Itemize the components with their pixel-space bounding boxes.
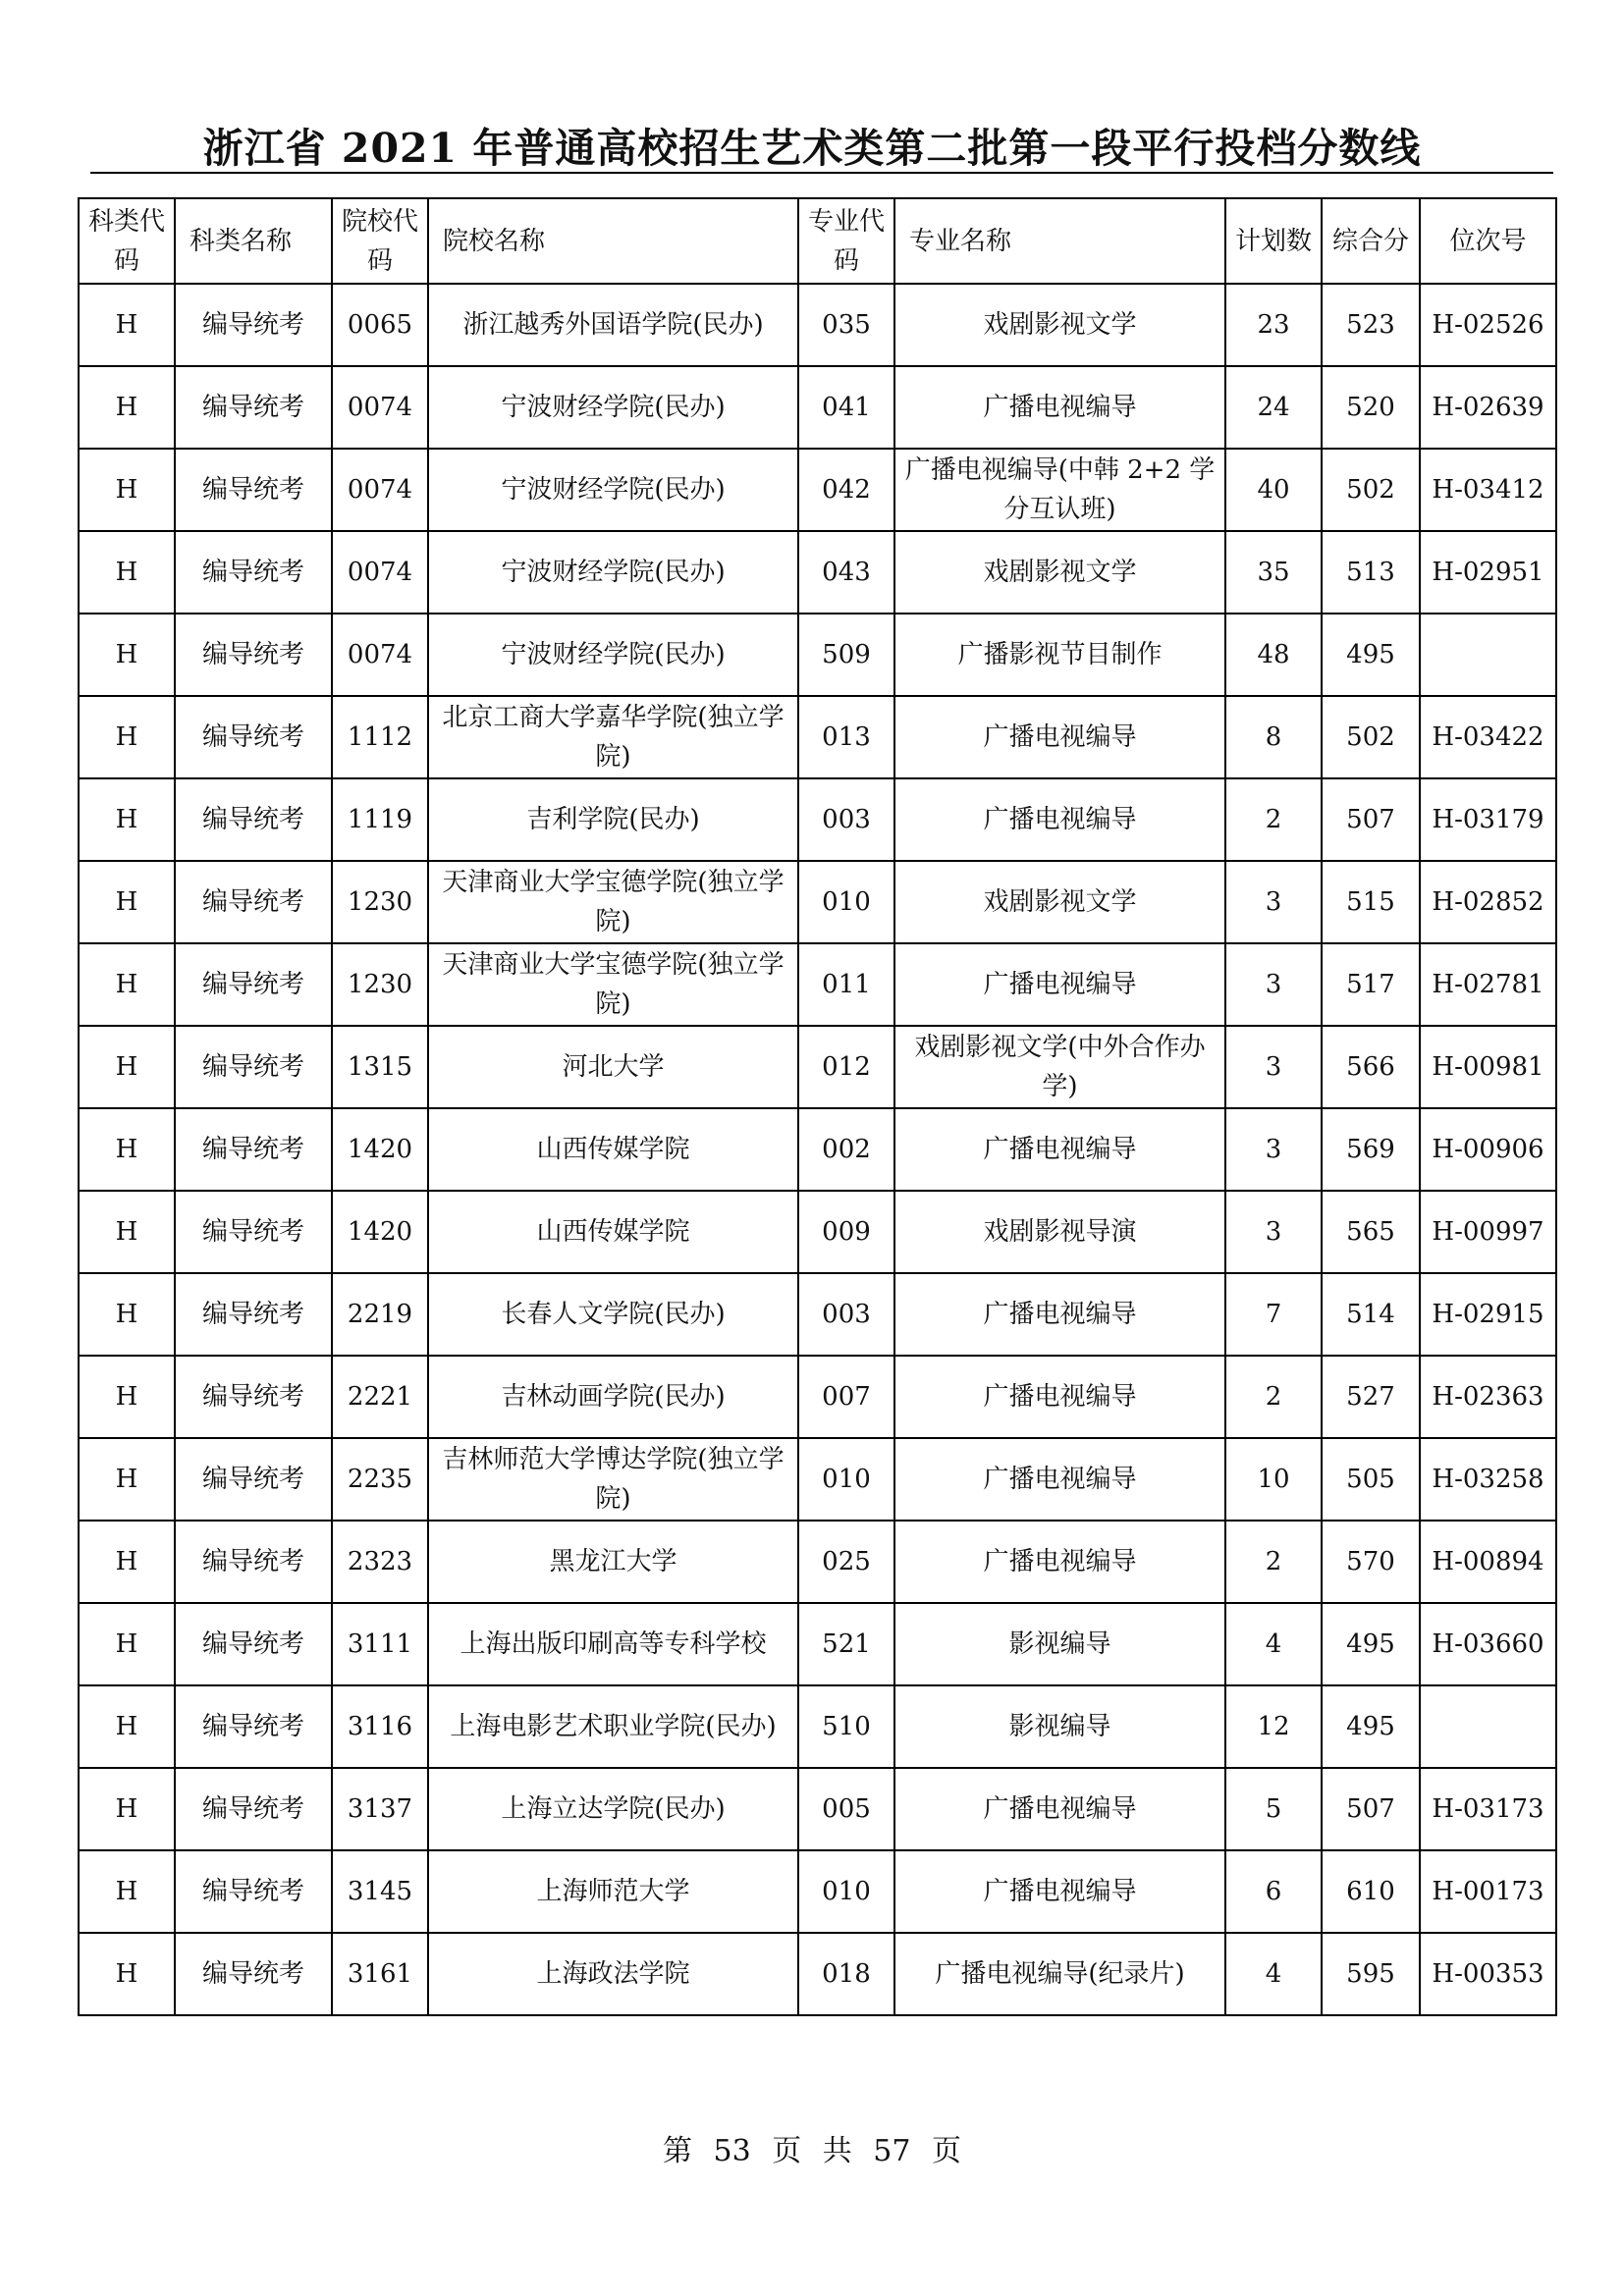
- school-code-cell: 1420: [332, 1191, 428, 1273]
- subject-code-cell: H: [79, 1603, 175, 1685]
- composite-score-cell: 595: [1322, 1933, 1420, 2015]
- plan-count-cell: 2: [1225, 778, 1322, 861]
- major-code-cell: 009: [798, 1191, 894, 1273]
- table-row: [79, 1026, 1556, 1108]
- subject-name-cell: 编导统考: [175, 943, 332, 1026]
- subject-code-cell: H: [79, 1768, 175, 1850]
- composite-score-cell: 570: [1322, 1521, 1420, 1603]
- rank-cell: H-00906: [1420, 1108, 1556, 1191]
- header-subject-code: 科类代码: [79, 198, 175, 284]
- plan-count-cell: 10: [1225, 1438, 1322, 1521]
- rank-cell: H-00353: [1420, 1933, 1556, 2015]
- school-name-cell: 上海政法学院: [428, 1933, 798, 2015]
- table-row: [79, 284, 1556, 366]
- major-code-cell: 510: [798, 1685, 894, 1768]
- rank-cell: H-03412: [1420, 449, 1556, 531]
- rank-cell: H-03422: [1420, 696, 1556, 778]
- composite-score-cell: 515: [1322, 861, 1420, 943]
- table-row: [79, 366, 1556, 449]
- rank-cell: H-02363: [1420, 1356, 1556, 1438]
- subject-name-cell: 编导统考: [175, 531, 332, 614]
- school-code-cell: 0074: [332, 531, 428, 614]
- subject-name-cell: 编导统考: [175, 614, 332, 696]
- composite-score-cell: 523: [1322, 284, 1420, 366]
- plan-count-cell: 23: [1225, 284, 1322, 366]
- subject-code-cell: H: [79, 1521, 175, 1603]
- subject-code-cell: H: [79, 1108, 175, 1191]
- school-name-cell: 天津商业大学宝德学院(独立学院): [428, 943, 798, 1026]
- major-name-cell: 戏剧影视文学: [894, 861, 1225, 943]
- school-code-cell: 1315: [332, 1026, 428, 1108]
- school-code-cell: 0074: [332, 366, 428, 449]
- rank-cell: H-02526: [1420, 284, 1556, 366]
- subject-code-cell: H: [79, 1685, 175, 1768]
- school-code-cell: 1112: [332, 696, 428, 778]
- header-rank: 位次号: [1420, 198, 1556, 284]
- table-row: [79, 943, 1556, 1026]
- rank-cell: H-03660: [1420, 1603, 1556, 1685]
- school-name-cell: 上海师范大学: [428, 1850, 798, 1933]
- rank-cell: H-02951: [1420, 531, 1556, 614]
- school-code-cell: 1119: [332, 778, 428, 861]
- school-code-cell: 1230: [332, 943, 428, 1026]
- major-code-cell: 003: [798, 1273, 894, 1356]
- school-code-cell: 3137: [332, 1768, 428, 1850]
- school-code-cell: 2235: [332, 1438, 428, 1521]
- subject-code-cell: H: [79, 614, 175, 696]
- document-title: 浙江省 2021 年普通高校招生艺术类第二批第一段平行投档分数线: [202, 125, 1422, 172]
- rank-cell: H-03179: [1420, 778, 1556, 861]
- subject-code-cell: H: [79, 449, 175, 531]
- composite-score-cell: 514: [1322, 1273, 1420, 1356]
- school-code-cell: 0074: [332, 614, 428, 696]
- subject-code-cell: H: [79, 1026, 175, 1108]
- school-name-cell: 北京工商大学嘉华学院(独立学院): [428, 696, 798, 778]
- header-major-code: 专业代码: [798, 198, 894, 284]
- school-code-cell: 0074: [332, 449, 428, 531]
- plan-count-cell: 4: [1225, 1603, 1322, 1685]
- title-underline: [90, 172, 1553, 174]
- rank-cell: [1420, 614, 1556, 696]
- subject-name-cell: 编导统考: [175, 1521, 332, 1603]
- major-name-cell: 广播电视编导: [894, 1521, 1225, 1603]
- subject-code-cell: H: [79, 284, 175, 366]
- plan-count-cell: 2: [1225, 1521, 1322, 1603]
- major-code-cell: 013: [798, 696, 894, 778]
- major-code-cell: 010: [798, 1850, 894, 1933]
- page-number: 第 53 页 共 57 页: [662, 2134, 962, 2168]
- major-name-cell: 广播影视节目制作: [894, 614, 1225, 696]
- school-code-cell: 2219: [332, 1273, 428, 1356]
- school-name-cell: 河北大学: [428, 1026, 798, 1108]
- composite-score-cell: 495: [1322, 1685, 1420, 1768]
- school-name-cell: 浙江越秀外国语学院(民办): [428, 284, 798, 366]
- major-code-cell: 010: [798, 861, 894, 943]
- subject-name-cell: 编导统考: [175, 1685, 332, 1768]
- plan-count-cell: 3: [1225, 943, 1322, 1026]
- school-name-cell: 长春人文学院(民办): [428, 1273, 798, 1356]
- composite-score-cell: 507: [1322, 1768, 1420, 1850]
- table-row: [79, 861, 1556, 943]
- composite-score-cell: 610: [1322, 1850, 1420, 1933]
- subject-name-cell: 编导统考: [175, 696, 332, 778]
- school-code-cell: 3111: [332, 1603, 428, 1685]
- header-school-name: 院校名称: [428, 198, 798, 284]
- subject-code-cell: H: [79, 778, 175, 861]
- plan-count-cell: 2: [1225, 1356, 1322, 1438]
- plan-count-cell: 24: [1225, 366, 1322, 449]
- major-name-cell: 戏剧影视文学(中外合作办学): [894, 1026, 1225, 1108]
- composite-score-cell: 505: [1322, 1438, 1420, 1521]
- composite-score-cell: 517: [1322, 943, 1420, 1026]
- subject-name-cell: 编导统考: [175, 1356, 332, 1438]
- major-name-cell: 广播电视编导: [894, 1108, 1225, 1191]
- table-row: [79, 1356, 1556, 1438]
- major-code-cell: 012: [798, 1026, 894, 1108]
- rank-cell: H-02781: [1420, 943, 1556, 1026]
- subject-name-cell: 编导统考: [175, 1273, 332, 1356]
- plan-count-cell: 7: [1225, 1273, 1322, 1356]
- major-name-cell: 戏剧影视文学: [894, 284, 1225, 366]
- plan-count-cell: 4: [1225, 1933, 1322, 2015]
- composite-score-cell: 513: [1322, 531, 1420, 614]
- school-name-cell: 天津商业大学宝德学院(独立学院): [428, 861, 798, 943]
- major-name-cell: 广播电视编导: [894, 696, 1225, 778]
- school-name-cell: 山西传媒学院: [428, 1108, 798, 1191]
- composite-score-cell: 502: [1322, 696, 1420, 778]
- plan-count-cell: 48: [1225, 614, 1322, 696]
- school-code-cell: 3116: [332, 1685, 428, 1768]
- subject-name-cell: 编导统考: [175, 1933, 332, 2015]
- table-row: [79, 778, 1556, 861]
- subject-name-cell: 编导统考: [175, 861, 332, 943]
- rank-cell: H-00981: [1420, 1026, 1556, 1108]
- plan-count-cell: 3: [1225, 1191, 1322, 1273]
- subject-code-cell: H: [79, 1438, 175, 1521]
- school-code-cell: 2221: [332, 1356, 428, 1438]
- table-row: [79, 1191, 1556, 1273]
- major-code-cell: 509: [798, 614, 894, 696]
- composite-score-cell: 569: [1322, 1108, 1420, 1191]
- rank-cell: H-02915: [1420, 1273, 1556, 1356]
- table-row: [79, 1521, 1556, 1603]
- subject-code-cell: H: [79, 1933, 175, 2015]
- major-name-cell: 广播电视编导: [894, 366, 1225, 449]
- admission-score-table: [78, 197, 1557, 2016]
- major-code-cell: 041: [798, 366, 894, 449]
- major-name-cell: 广播电视编导: [894, 1768, 1225, 1850]
- major-name-cell: 广播电视编导: [894, 1356, 1225, 1438]
- composite-score-cell: 507: [1322, 778, 1420, 861]
- rank-cell: H-02852: [1420, 861, 1556, 943]
- rank-cell: H-00997: [1420, 1191, 1556, 1273]
- subject-name-cell: 编导统考: [175, 366, 332, 449]
- school-code-cell: 2323: [332, 1521, 428, 1603]
- major-code-cell: 018: [798, 1933, 894, 2015]
- school-name-cell: 上海电影艺术职业学院(民办): [428, 1685, 798, 1768]
- school-name-cell: 吉利学院(民办): [428, 778, 798, 861]
- table-row: [79, 1685, 1556, 1768]
- subject-code-cell: H: [79, 1850, 175, 1933]
- composite-score-cell: 495: [1322, 614, 1420, 696]
- major-code-cell: 025: [798, 1521, 894, 1603]
- composite-score-cell: 495: [1322, 1603, 1420, 1685]
- subject-code-cell: H: [79, 696, 175, 778]
- plan-count-cell: 3: [1225, 861, 1322, 943]
- subject-code-cell: H: [79, 366, 175, 449]
- subject-code-cell: H: [79, 1191, 175, 1273]
- school-code-cell: 3161: [332, 1933, 428, 2015]
- composite-score-cell: 527: [1322, 1356, 1420, 1438]
- school-name-cell: 上海出版印刷高等专科学校: [428, 1603, 798, 1685]
- composite-score-cell: 565: [1322, 1191, 1420, 1273]
- subject-code-cell: H: [79, 531, 175, 614]
- subject-code-cell: H: [79, 943, 175, 1026]
- major-name-cell: 戏剧影视文学: [894, 531, 1225, 614]
- table-row: [79, 696, 1556, 778]
- major-name-cell: 戏剧影视导演: [894, 1191, 1225, 1273]
- plan-count-cell: 12: [1225, 1685, 1322, 1768]
- school-name-cell: 宁波财经学院(民办): [428, 614, 798, 696]
- plan-count-cell: 3: [1225, 1108, 1322, 1191]
- subject-name-cell: 编导统考: [175, 1850, 332, 1933]
- subject-name-cell: 编导统考: [175, 284, 332, 366]
- header-major-name: 专业名称: [894, 198, 1225, 284]
- table-row: [79, 1273, 1556, 1356]
- table-header-row: [79, 198, 1556, 284]
- school-name-cell: 黑龙江大学: [428, 1521, 798, 1603]
- header-school-code: 院校代码: [332, 198, 428, 284]
- major-code-cell: 035: [798, 284, 894, 366]
- table-row: [79, 1603, 1556, 1685]
- subject-name-cell: 编导统考: [175, 1191, 332, 1273]
- header-plan-count: 计划数: [1225, 198, 1322, 284]
- table-row: [79, 1768, 1556, 1850]
- school-code-cell: 0065: [332, 284, 428, 366]
- major-name-cell: 广播电视编导: [894, 1850, 1225, 1933]
- subject-code-cell: H: [79, 1356, 175, 1438]
- major-code-cell: 002: [798, 1108, 894, 1191]
- rank-cell: H-02639: [1420, 366, 1556, 449]
- major-code-cell: 003: [798, 778, 894, 861]
- major-name-cell: 广播电视编导: [894, 1273, 1225, 1356]
- major-code-cell: 042: [798, 449, 894, 531]
- table-body: [79, 284, 1556, 2015]
- table-row: [79, 1438, 1556, 1521]
- subject-name-cell: 编导统考: [175, 1768, 332, 1850]
- major-name-cell: 广播电视编导(中韩 2+2 学分互认班): [894, 449, 1225, 531]
- school-name-cell: 宁波财经学院(民办): [428, 449, 798, 531]
- major-code-cell: 005: [798, 1768, 894, 1850]
- major-code-cell: 521: [798, 1603, 894, 1685]
- major-code-cell: 011: [798, 943, 894, 1026]
- plan-count-cell: 8: [1225, 696, 1322, 778]
- major-code-cell: 043: [798, 531, 894, 614]
- rank-cell: H-03258: [1420, 1438, 1556, 1521]
- rank-cell: H-00894: [1420, 1521, 1556, 1603]
- subject-name-cell: 编导统考: [175, 1108, 332, 1191]
- school-name-cell: 上海立达学院(民办): [428, 1768, 798, 1850]
- subject-name-cell: 编导统考: [175, 1438, 332, 1521]
- plan-count-cell: 3: [1225, 1026, 1322, 1108]
- subject-code-cell: H: [79, 1273, 175, 1356]
- subject-name-cell: 编导统考: [175, 778, 332, 861]
- school-code-cell: 1420: [332, 1108, 428, 1191]
- composite-score-cell: 520: [1322, 366, 1420, 449]
- school-name-cell: 吉林动画学院(民办): [428, 1356, 798, 1438]
- school-code-cell: 3145: [332, 1850, 428, 1933]
- table-row: [79, 1850, 1556, 1933]
- school-code-cell: 1230: [332, 861, 428, 943]
- table-row: [79, 531, 1556, 614]
- rank-cell: H-00173: [1420, 1850, 1556, 1933]
- school-name-cell: 山西传媒学院: [428, 1191, 798, 1273]
- major-name-cell: 影视编导: [894, 1685, 1225, 1768]
- major-code-cell: 007: [798, 1356, 894, 1438]
- table-row: [79, 449, 1556, 531]
- subject-name-cell: 编导统考: [175, 1603, 332, 1685]
- plan-count-cell: 5: [1225, 1768, 1322, 1850]
- major-code-cell: 010: [798, 1438, 894, 1521]
- table-row: [79, 1108, 1556, 1191]
- composite-score-cell: 502: [1322, 449, 1420, 531]
- subject-name-cell: 编导统考: [175, 1026, 332, 1108]
- rank-cell: H-03173: [1420, 1768, 1556, 1850]
- rank-cell: [1420, 1685, 1556, 1768]
- major-name-cell: 广播电视编导(纪录片): [894, 1933, 1225, 2015]
- header-subject-name: 科类名称: [175, 198, 332, 284]
- major-name-cell: 广播电视编导: [894, 943, 1225, 1026]
- subject-code-cell: H: [79, 861, 175, 943]
- table-row: [79, 614, 1556, 696]
- plan-count-cell: 40: [1225, 449, 1322, 531]
- major-name-cell: 广播电视编导: [894, 778, 1225, 861]
- composite-score-cell: 566: [1322, 1026, 1420, 1108]
- major-name-cell: 广播电视编导: [894, 1438, 1225, 1521]
- subject-name-cell: 编导统考: [175, 449, 332, 531]
- major-name-cell: 影视编导: [894, 1603, 1225, 1685]
- table-row: [79, 1933, 1556, 2015]
- school-name-cell: 吉林师范大学博达学院(独立学院): [428, 1438, 798, 1521]
- plan-count-cell: 35: [1225, 531, 1322, 614]
- school-name-cell: 宁波财经学院(民办): [428, 366, 798, 449]
- plan-count-cell: 6: [1225, 1850, 1322, 1933]
- header-composite-score: 综合分: [1322, 198, 1420, 284]
- school-name-cell: 宁波财经学院(民办): [428, 531, 798, 614]
